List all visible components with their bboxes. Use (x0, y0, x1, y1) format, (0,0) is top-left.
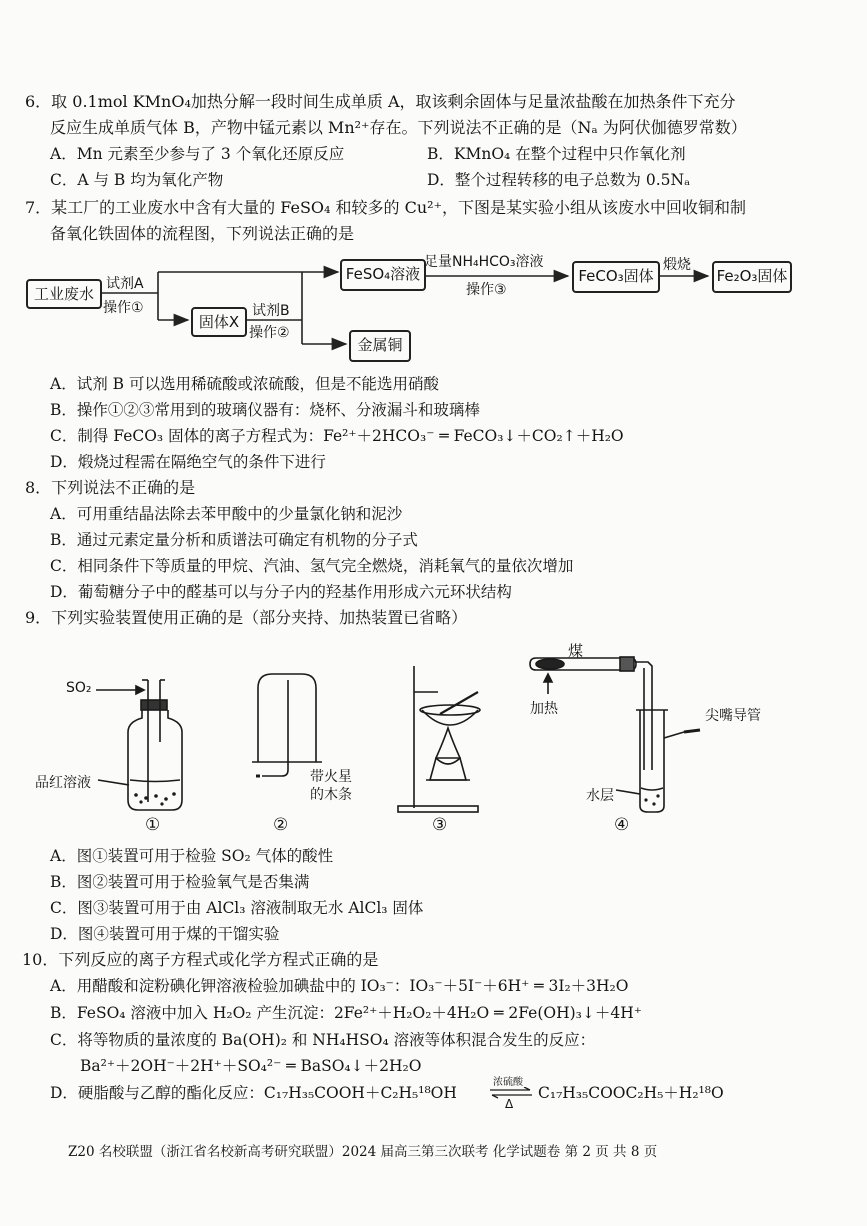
fig2-label-splint-2: 的木条 (310, 787, 352, 803)
flow-label-reagent-a: 试剂A (106, 276, 144, 292)
q10-option-d-heat: Δ (505, 1097, 514, 1111)
flow-box-wastewater: 工业废水 (26, 279, 102, 309)
q6-option-a: A．Mn 元素至少参与了 3 个氧化还原反应 (50, 145, 345, 163)
fig1-label-solution: 品红溶液 (35, 775, 91, 791)
flow-box-copper: 金属铜 (349, 330, 411, 362)
q7-stem-line1: 7．某工厂的工业废水中含有大量的 FeSO₄ 和较多的 Cu²⁺，下图是某实验小组从该废水中回收铜和制 (25, 198, 747, 217)
q8-stem: 8．下列说法不正确的是 (25, 478, 196, 497)
flow-box-fe2o3: Fe₂O₃固体 (712, 261, 792, 293)
q7-stem-line2: 备氧化铁固体的流程图，下列说法正确的是 (50, 224, 355, 243)
fig4-number: ④ (614, 815, 630, 835)
q10-option-d-left: D．硬脂酸与乙醇的酯化反应：C₁₇H₃₅COOH＋C₂H₅¹⁸OH (50, 1084, 457, 1102)
q8-option-b: B．通过元素定量分析和质谱法可确定有机物的分子式 (50, 531, 418, 549)
q6-option-d: D．整个过程转移的电子总数为 0.5Nₐ (427, 171, 691, 189)
flow-label-reagent-b: 试剂B (252, 303, 290, 319)
q10-option-d-catalyst: 浓硫酸 (493, 1077, 523, 1088)
fig4-label-heat: 加热 (530, 701, 558, 717)
q8-option-a: A．可用重结晶法除去苯甲酸中的少量氯化钠和泥沙 (50, 505, 403, 523)
q10-option-a: A．用醋酸和淀粉碘化钾溶液检验加碘盐中的 IO₃⁻：IO₃⁻＋5I⁻＋6H⁺ ═ 3I₂＋3H₂O (50, 977, 629, 995)
fig3-number: ③ (432, 815, 448, 835)
flow-label-op1: 操作① (103, 300, 144, 316)
q9-option-b: B．图②装置可用于检验氧气是否集满 (50, 873, 310, 891)
q8-option-c: C．相同条件下等质量的甲烷、汽油、氢气完全燃烧，消耗氧气的量依次增加 (50, 557, 574, 575)
fig2-label-splint-1: 带火星 (310, 769, 352, 785)
flow-label-nh4hco3: 足量NH₄HCO₃溶液 (424, 254, 544, 270)
fig1-gas-washing-bottle (96, 680, 182, 810)
q7-option-a: A．试剂 B 可以选用稀硫酸或浓硫酸，但是不能选用硝酸 (50, 375, 439, 393)
q9-option-d: D．图④装置可用于煤的干馏实验 (50, 925, 280, 943)
q9-option-a: A．图①装置可用于检验 SO₂ 气体的酸性 (50, 847, 334, 865)
q10-option-c-line1: C．将等物质的量浓度的 Ba(OH)₂ 和 NH₄HSO₄ 溶液等体积混合发生的反应： (50, 1031, 596, 1049)
q7-option-c: C．制得 FeCO₃ 固体的离子方程式为：Fe²⁺＋2HCO₃⁻ ═ FeCO₃↓＋CO₂↑＋H₂O (50, 427, 624, 445)
fig4-label-tube: 尖嘴导管 (705, 708, 761, 724)
fig4-label-coal: 煤 (568, 642, 584, 660)
q7-option-d: D．煅烧过程需在隔绝空气的条件下进行 (50, 453, 326, 471)
q6-option-b: B．KMnO₄ 在整个过程中只作氧化剂 (427, 145, 686, 163)
q6-stem-line2: 反应生成单质气体 B，产物中锰元素以 Mn²⁺存在。下列说法不正确的是（Nₐ 为阿伏伽德罗常数） (50, 118, 747, 137)
fig3-evaporation-stand (398, 666, 480, 812)
q9-stem: 9．下列实验装置使用正确的是（部分夹持、加热装置已省略） (25, 608, 468, 627)
page-footer: Z20 名校联盟（浙江省名校新高考研究联盟）2024 届高三第三次联考 化学试题卷 第 2 页 共 8 页 (68, 1144, 658, 1160)
fig4-label-water: 水层 (586, 788, 614, 804)
flow-label-op3: 操作③ (466, 282, 507, 298)
flow-box-feso4: FeSO₄溶液 (340, 259, 426, 291)
q6-stem-line1: 6．取 0.1mol KMnO₄加热分解一段时间生成单质 A，取该剩余固体与足量浓盐酸在加热条件下充分 (25, 92, 736, 111)
fig2-number: ② (273, 815, 289, 835)
flow-label-op2: 操作② (249, 325, 290, 341)
fig1-number: ① (145, 815, 161, 835)
q8-option-d: D．葡萄糖分子中的醛基可以与分子内的羟基作用形成六元环状结构 (50, 583, 512, 601)
q10-option-b: B．FeSO₄ 溶液中加入 H₂O₂ 产生沉淀：2Fe²⁺＋H₂O₂＋4H₂O ═ 2Fe(OH)₃↓＋4H⁺ (50, 1004, 642, 1022)
fig4-dry-distillation (530, 657, 700, 812)
flow-box-feco3: FeCO₃固体 (572, 261, 660, 293)
q9-apparatus-figures (0, 630, 867, 840)
q10-stem: 10．下列反应的离子方程式或化学方程式正确的是 (22, 950, 379, 969)
q9-option-c: C．图③装置可用于由 AlCl₃ 溶液制取无水 AlCl₃ 固体 (50, 899, 424, 917)
q6-option-c: C．A 与 B 均为氧化产物 (50, 171, 224, 189)
fig1-label-gas: SO₂ (66, 680, 92, 696)
flow-box-solid-x: 固体X (191, 307, 247, 337)
q10-option-d-right: C₁₇H₃₅COOC₂H₅＋H₂¹⁸O (538, 1084, 724, 1102)
q10-option-c-line2: Ba²⁺＋2OH⁻＋2H⁺＋SO₄²⁻ ═ BaSO₄↓＋2H₂O (80, 1057, 422, 1075)
fig2-gas-jar (252, 674, 322, 776)
q7-option-b: B．操作①②③常用到的玻璃仪器有：烧杯、分液漏斗和玻璃棒 (50, 401, 480, 419)
flow-label-calcine: 煅烧 (663, 257, 691, 273)
